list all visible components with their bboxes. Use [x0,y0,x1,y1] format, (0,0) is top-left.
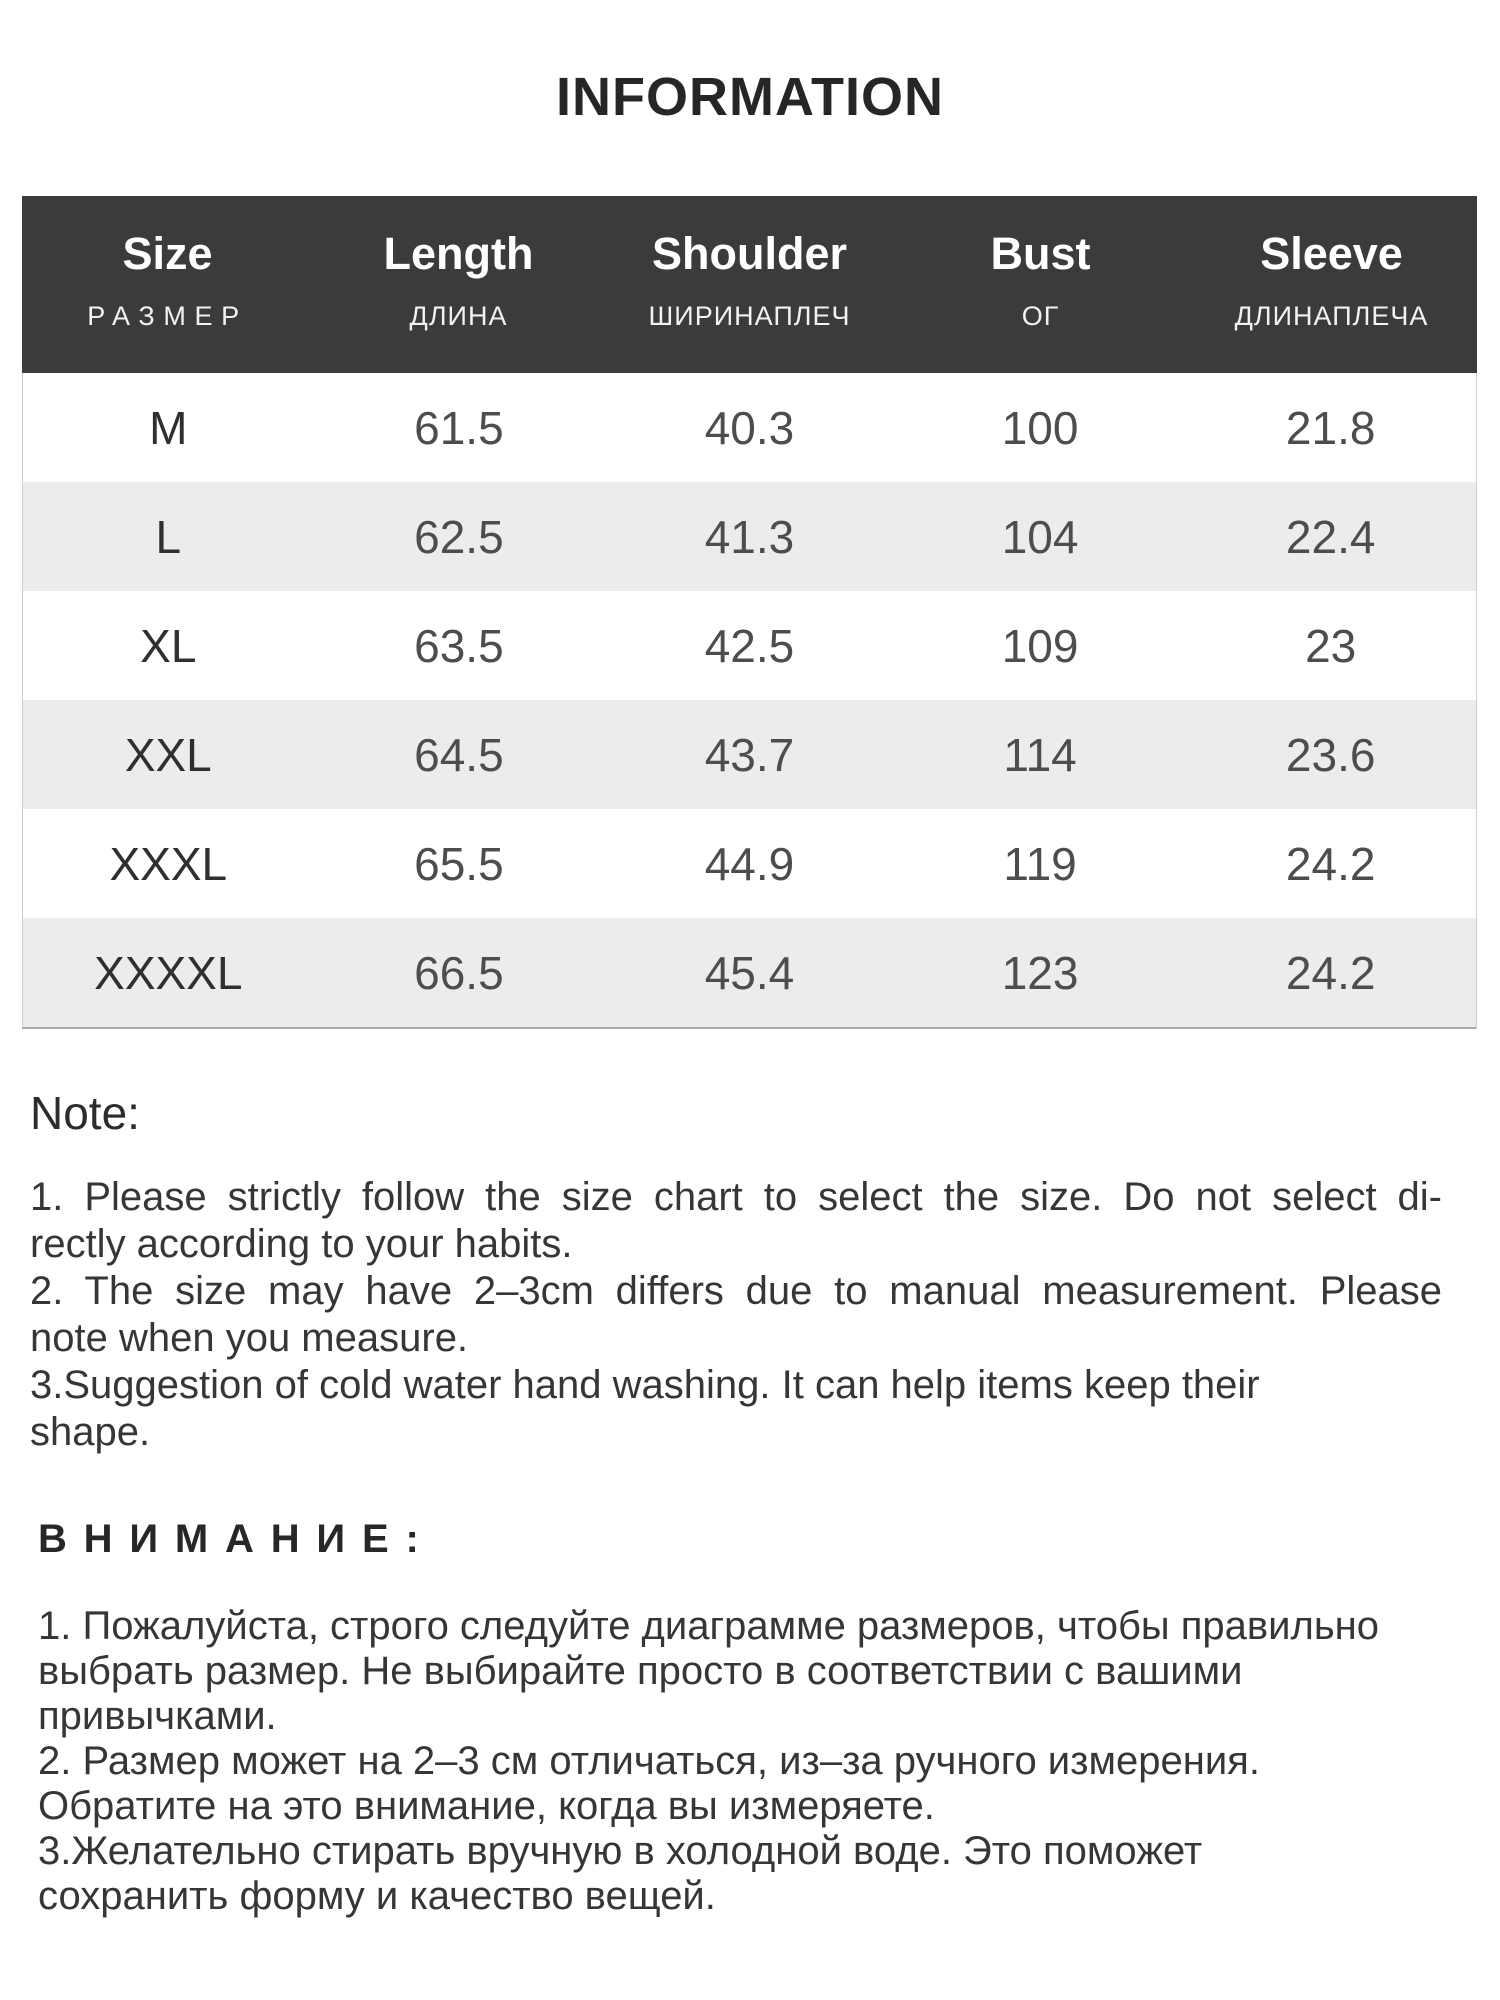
bust-value: 104 [1001,510,1079,563]
header-label-sleeve-en: Sleeve [1260,228,1403,279]
header-cell-bust [895,196,1186,373]
note-line: 2. The size may have 2–3cm differs due to manual measurement. Please [30,1269,1442,1313]
bust-value: 119 [1003,837,1077,890]
table-row-xxl [23,700,1476,809]
header-label-size-en: Size [122,228,213,279]
table-row-m [23,373,1476,482]
length-value: 65.5 [414,837,504,890]
header-label-sleeve-ru: ДЛИНАПЛЕЧА [1234,301,1429,331]
shoulder-value: 45.4 [704,946,795,999]
header-label-shoulder-ru: ШИРИНАПЛЕЧ [648,301,851,331]
header-label-bust-ru: ОГ [1021,301,1060,331]
sleeve-value: 24.2 [1285,946,1376,999]
note-section-english [30,1086,1442,1456]
sleeve-value: 23.6 [1285,728,1376,781]
shoulder-value: 40.3 [704,401,795,454]
length-value: 63.5 [414,619,504,672]
table-row-xl [23,591,1476,700]
size-label: M [149,401,188,454]
header-cell-length [313,196,604,373]
bust-value: 100 [1001,401,1079,454]
size-chart-header-row [22,196,1477,373]
header-cell-size [22,196,313,373]
note-line: 2. Размер может на 2–3 см отличаться, из–за ручного измерения. [38,1739,1260,1783]
note-line: rectly according to your habits. [30,1222,573,1266]
sleeve-value: 23 [1305,619,1357,672]
shoulder-value: 42.5 [704,619,795,672]
size-label: XXL [124,728,212,781]
shoulder-value: 44.9 [704,837,795,890]
header-label-length-ru: ДЛИНА [409,301,508,331]
note-line: привычками. [38,1694,277,1738]
length-value: 64.5 [414,728,504,781]
sleeve-value: 22.4 [1285,510,1376,563]
length-value: 61.5 [414,401,504,454]
size-chart-body [22,373,1477,1029]
header-cell-sleeve [1186,196,1477,373]
size-label: L [155,510,182,563]
size-chart-table [22,196,1477,1029]
table-row-xxxxl [23,918,1476,1027]
header-label-shoulder-en: Shoulder [651,228,847,279]
note-line: shape. [30,1410,151,1454]
note-heading-english: Note: [30,1087,140,1139]
note-line: 1. Please strictly follow the size chart to select the size. Do not select di- [30,1175,1442,1219]
note-line: Обратите на это внимание, когда вы измеряете. [38,1784,935,1828]
size-label: XL [140,619,197,672]
note-heading-russian: ВНИМАНИЕ: [38,1517,436,1561]
note-line: note when you measure. [30,1316,469,1360]
bust-value: 109 [1001,619,1079,672]
shoulder-value: 43.7 [704,728,795,781]
note-line: сохранить форму и качество вещей. [38,1874,716,1918]
bust-value: 114 [1003,728,1077,781]
note-line: 1. Пожалуйста, строго следуйте диаграмме размеров, чтобы правильно [38,1604,1380,1648]
header-label-length-en: Length [383,228,534,279]
note-line: выбрать размер. Не выбирайте просто в соответствии с вашими [38,1649,1243,1693]
size-label: XXXXL [94,946,243,999]
table-row-l [23,482,1476,591]
header-label-bust-en: Bust [990,228,1091,279]
page-title: INFORMATION [556,67,944,127]
length-value: 62.5 [414,510,504,563]
bust-value: 123 [1001,946,1079,999]
table-row-xxxl [23,809,1476,918]
note-section-russian [38,1514,1450,1919]
header-cell-shoulder [604,196,895,373]
size-label: XXXL [109,837,228,890]
length-value: 66.5 [414,946,504,999]
note-line: 3.Желательно стирать вручную в холодной воде. Это поможет [38,1829,1203,1873]
note-line: 3.Suggestion of cold water hand washing. It can help items keep their [30,1363,1260,1407]
shoulder-value: 41.3 [704,510,795,563]
sleeve-value: 24.2 [1285,837,1376,890]
sleeve-value: 21.8 [1285,401,1376,454]
header-label-size-ru: РАЗМЕР [87,301,248,331]
